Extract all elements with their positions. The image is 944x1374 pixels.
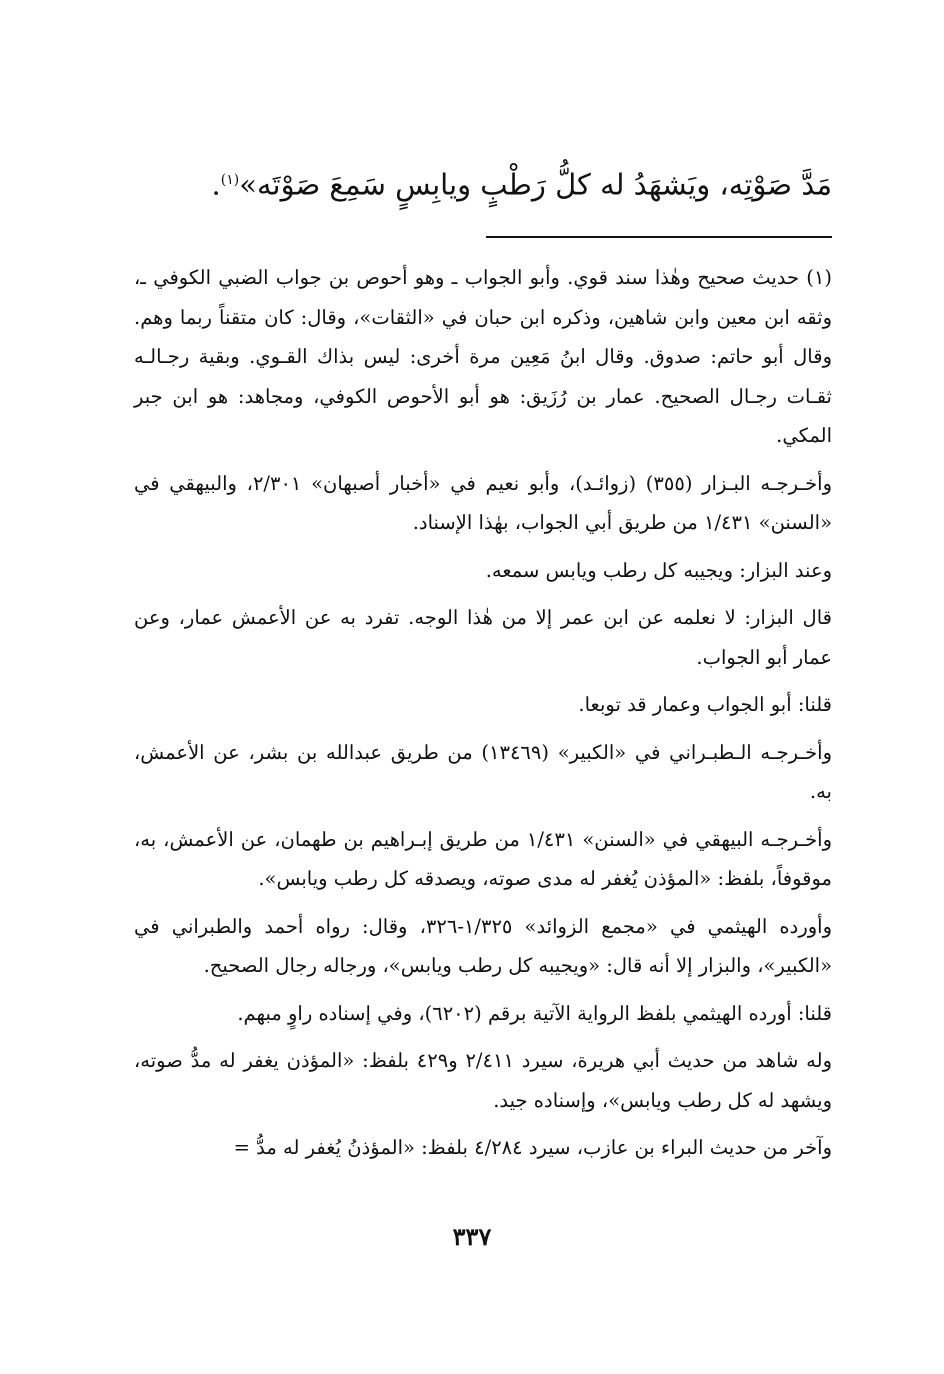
footnote-paragraph: قلنا: أبو الجواب وعمار قد توبعا. (578, 693, 832, 716)
footnote-paragraph: (١) حديث صحيح وهٰذا سند قوي. وأبو الجواب ـ وهو أحوص بن جواب الضبي الكوفي ـ، وثقه ابن معين وابن شاهين، وذكره ابن حبان في «الثقات»، وقال: كان متقناً ربما وهم. وقال أبو حاتم: صدوق. وقال ابنُ مَعِين مرة أخرى: ليس بذاك القـوي. وبقية رجـالـه ثقـات رجـال الصحيح. عمار بن رُزَيق: هو أبو الأحوص الكوفي، ومجاهد: هو ابن جبر المكي. (134, 266, 832, 447)
footnote-paragraph: قال البزار: لا نعلمه عن ابن عمر إلا من هٰذا الوجه. تفرد به عن الأعمش عمار، وعن عمار أبو الجواب. (134, 606, 832, 669)
footnotes-section (134, 258, 832, 1176)
footnote-paragraph: قلنا: أورده الهيثمي بلفظ الرواية الآتية برقم (٦٢٠٢)، وفي إسناده راوٍ مبهم. (237, 1001, 832, 1025)
footnote-paragraph: وأخـرجـه البيهقي في «السنن» ١/٤٣١ من طريق إبـراهيم بن طهمان، عن الأعمش، به، موقوفاً، بلفظ: «المؤذن يُغفر له مدى صوته، ويصدقه كل رطب ويابس». (134, 827, 833, 890)
main-text-body: مَدَّ صَوْتِه، ويَشهَدُ له كلُّ رَطْبٍ ويابِسٍ سَمِعَ صَوْتَه» (239, 167, 832, 202)
footnote-paragraph: وآخر من حديث البراء بن عازب، سيرد ٤/٢٨٤ بلفظ: «المؤذنُ يُغفر له مدُّ = (233, 1136, 832, 1159)
footnote-paragraph: وأخـرجـه البـزار (٣٥٥) (زوائـد)، وأبو نعيم في «أخبار أصبهان» ٢/٣٠١، والبيهقي في «السنن» ١/٤٣١ من طريق أبي الجواب، بهٰذا الإسناد. (134, 471, 832, 534)
footnote-paragraph: وأخـرجـه الـطبـراني في «الكبير» (١٣٤٦٩) من طريق عبدالله بن بشر، عن الأعمش، به. (134, 740, 832, 803)
main-text-end: . (211, 167, 221, 202)
page-number: ٣٣٧ (452, 1222, 492, 1251)
footnote-paragraph: وله شاهد من حديث أبي هريرة، سيرد ٢/٤١١ و٤٢٩ بلفظ: «المؤذن يغفر له مدُّ صوته، ويشهد له كل رطب ويابس»، وإسناده جيد. (134, 1049, 832, 1112)
footnote-reference: (١) (220, 172, 240, 188)
footnote-separator (486, 236, 832, 238)
main-text (120, 150, 832, 215)
footnote-paragraph: وعند البزار: ويجيبه كل رطب ويابس سمعه. (485, 558, 832, 582)
footnote-paragraph: وأورده الهيثمي في «مجمع الزوائد» ١/٣٢٥-٣٢٦، وقال: رواه أحمد والطبراني في «الكبير»، والبزار إلا أنه قال: «ويجيبه كل رطب ويابس»، ورجاله رجال الصحيح. (134, 914, 832, 977)
